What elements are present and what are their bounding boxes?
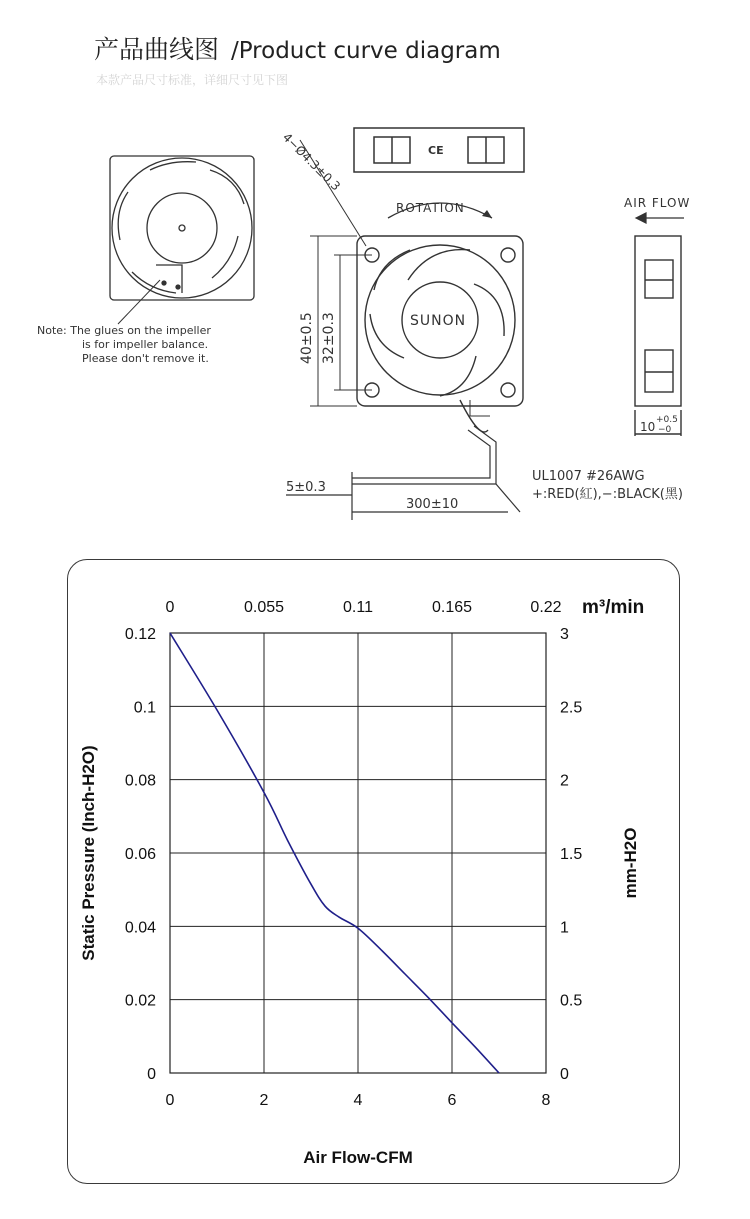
page-subtitle: 本款产品尺寸标准，详细尺寸见下图	[96, 73, 289, 87]
y2-tick-label: 1	[560, 919, 569, 937]
performance-curve-chart	[68, 560, 679, 1182]
x-axis-title: Air Flow-CFM	[303, 1148, 413, 1167]
fan-dimension-drawing	[0, 100, 750, 530]
fan-front-view	[357, 236, 523, 432]
brand-label: SUNON	[410, 313, 467, 329]
ce-mark-icon: CE	[428, 144, 444, 157]
y-tick-label: 0	[147, 1066, 156, 1083]
airflow-arrow-icon	[636, 213, 684, 223]
wire-colors-label: +:RED(紅),−:BLACK(黑)	[532, 487, 683, 502]
y-tick-label: 0.1	[133, 699, 156, 717]
cable	[286, 426, 520, 520]
y2-tick-label: 2.5	[560, 699, 583, 717]
y2-tick-label: 0	[560, 1066, 569, 1083]
x2-axis-title: m³/min	[582, 597, 645, 618]
y2-tick-label: 0.5	[560, 992, 583, 1010]
x2-tick-label: 0.165	[431, 599, 473, 616]
height-dimensions	[310, 236, 372, 406]
x2-tick-label: 0	[165, 599, 175, 616]
airflow-label: AIR FLOW	[624, 196, 691, 210]
impeller-view	[110, 156, 254, 324]
x2-tick-label: 0.055	[243, 599, 285, 616]
y-tick-label: 0.02	[124, 992, 156, 1010]
y-tick-label: 0.04	[124, 919, 156, 937]
lead-length-label: 300±10	[406, 497, 459, 512]
y2-tick-label: 2	[560, 772, 569, 790]
rotation-label: ROTATION	[396, 201, 465, 215]
impeller-note-line3: Please don't remove it.	[82, 352, 209, 365]
y-tick-label: 0.08	[124, 772, 156, 790]
hole-spec-label: 4−Ø4.3±0.3	[279, 130, 344, 194]
x2-tick-label: 0.22	[530, 599, 562, 616]
wire-spec-label: UL1007 #26AWG	[532, 469, 645, 484]
y-axis-title: Static Pressure (Inch-H2O)	[79, 745, 98, 961]
x-tick-label: 2	[259, 1092, 269, 1109]
strip-length-label: 5±0.3	[286, 480, 326, 495]
depth-tolerance-lower: −0	[658, 425, 672, 435]
page-title	[94, 30, 501, 66]
y2-axis-title: mm-H2O	[621, 827, 640, 899]
y-tick-label: 0.06	[124, 846, 156, 863]
tick-labels	[125, 599, 582, 1109]
x-tick-label: 0	[165, 1092, 175, 1109]
x-tick-label: 6	[447, 1092, 457, 1109]
title-english: /Product curve diagram	[230, 38, 501, 64]
x-tick-label: 8	[541, 1092, 551, 1109]
x-tick-label: 4	[353, 1092, 363, 1109]
grid	[170, 633, 546, 1073]
depth-dimension-label: 10	[640, 420, 656, 434]
impeller-note-line2: is for impeller balance.	[82, 338, 209, 351]
chart-frame	[67, 559, 680, 1184]
inner-dimension-label: 32±0.3	[321, 312, 337, 364]
y-tick-label: 0.12	[124, 626, 156, 643]
impeller-note-line1: Note: The glues on the impeller	[37, 324, 211, 337]
y2-tick-label: 1.5	[560, 846, 583, 863]
y2-tick-label: 3	[560, 626, 569, 643]
fan-side-view	[635, 236, 681, 436]
title-chinese: 产品曲线图	[94, 35, 220, 64]
x2-tick-label: 0.11	[343, 599, 373, 616]
outer-dimension-label: 40±0.5	[299, 312, 315, 364]
hole-leader	[300, 140, 366, 246]
depth-tolerance-upper: +0.5	[656, 415, 678, 425]
